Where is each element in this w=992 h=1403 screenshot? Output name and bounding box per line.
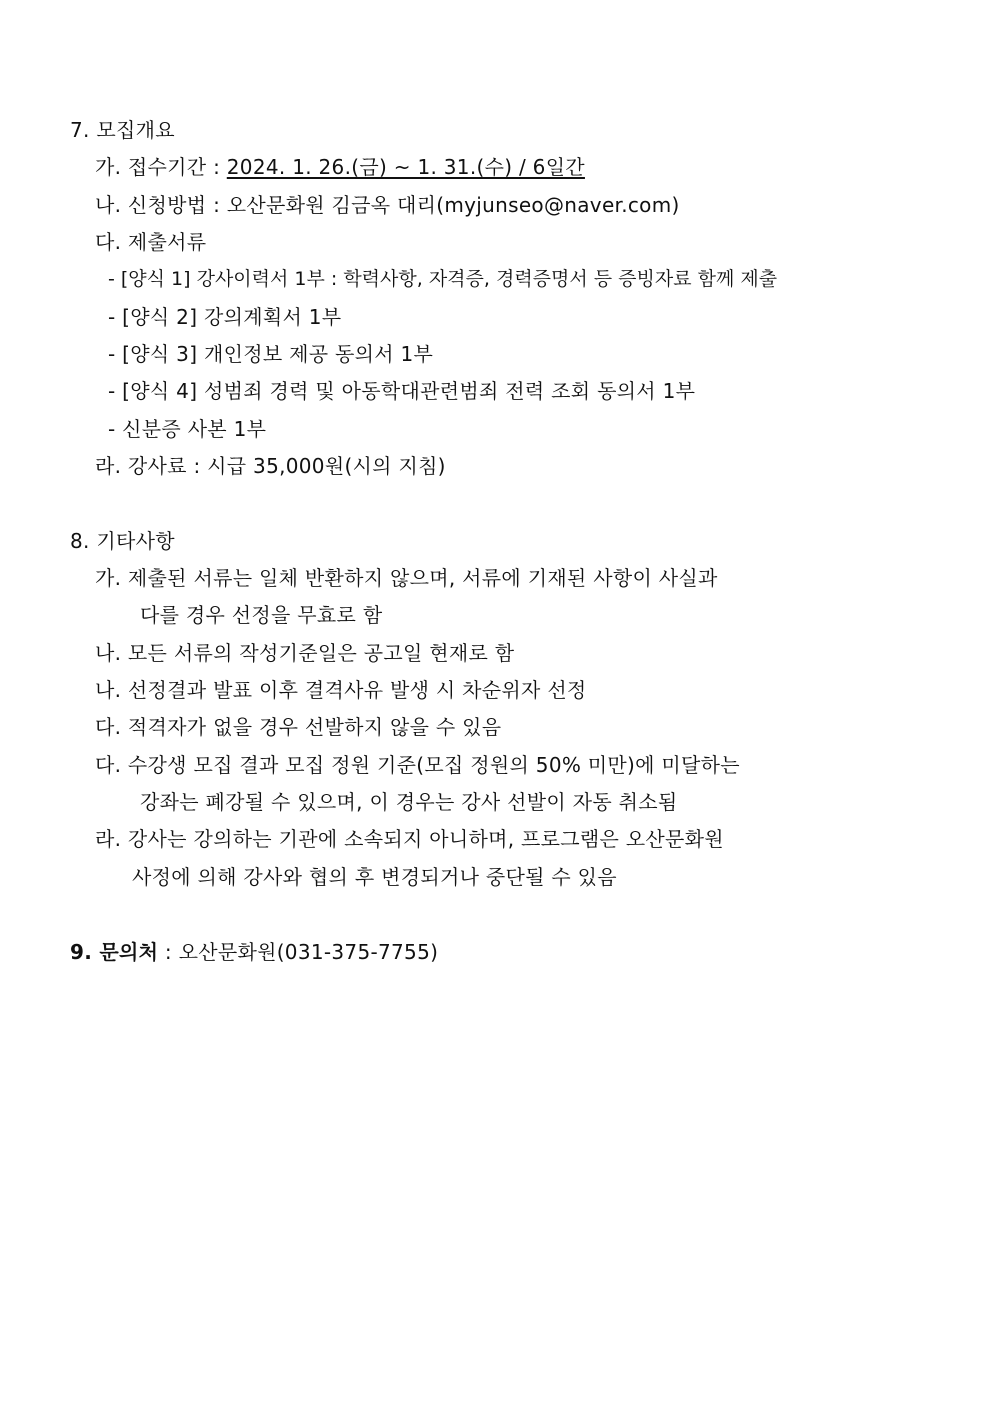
instructor-fee: 라. 강사료 : 시급 35,000원(시의 지침) [95, 454, 446, 478]
note-item: 라. 강사는 강의하는 기관에 소속되지 아니하며, 프로그램은 오산문화원 [95, 827, 724, 851]
document-item: - [양식 3] 개인정보 제공 동의서 1부 [108, 342, 434, 366]
section-9-heading: 9. 문의처 [70, 940, 159, 964]
contact-separator: : [158, 940, 179, 964]
application-period-value: 2024. 1. 26.(금) ~ 1. 31.(수) / 6일간 [226, 155, 585, 179]
document-item: - [양식 4] 성범죄 경력 및 아동학대관련범죄 전력 조회 동의서 1부 [108, 379, 696, 403]
note-item-continuation: 다를 경우 선정을 무효로 함 [140, 603, 383, 627]
note-item: 다. 수강생 모집 결과 모집 정원 기준(모집 정원의 50% 미만)에 미달하는 [95, 753, 740, 777]
note-item: 다. 적격자가 없을 경우 선발하지 않을 수 있음 [95, 715, 502, 739]
note-item: 가. 제출된 서류는 일체 반환하지 않으며, 서류에 기재된 사항이 사실과 [95, 566, 718, 590]
document-item: - [양식 1] 강사이력서 1부 : 학력사항, 자격증, 경력증명서 등 증빙자료 함께 제출 [108, 268, 778, 290]
section-8-heading: 8. 기타사항 [70, 529, 175, 553]
contact-line [70, 940, 438, 964]
document-item: - 신분증 사본 1부 [108, 417, 267, 441]
note-item-continuation: 사정에 의해 강사와 협의 후 변경되거나 중단될 수 있음 [132, 865, 617, 889]
application-method: 나. 신청방법 : 오산문화원 김금옥 대리(myjunseo@naver.com) [95, 193, 680, 217]
section-7-heading: 7. 모집개요 [70, 118, 175, 142]
application-period [95, 155, 585, 179]
document-item: - [양식 2] 강의계획서 1부 [108, 305, 342, 329]
documents-label: 다. 제출서류 [95, 230, 207, 254]
note-item-continuation: 강좌는 폐강될 수 있으며, 이 경우는 강사 선발이 자동 취소됨 [140, 790, 678, 814]
note-item: 나. 선정결과 발표 이후 결격사유 발생 시 차순위자 선정 [95, 678, 587, 702]
note-item: 나. 모든 서류의 작성기준일은 공고일 현재로 함 [95, 641, 515, 665]
contact-value: 오산문화원(031-375-7755) [178, 940, 439, 964]
application-period-label: 가. 접수기간 : [95, 155, 227, 179]
